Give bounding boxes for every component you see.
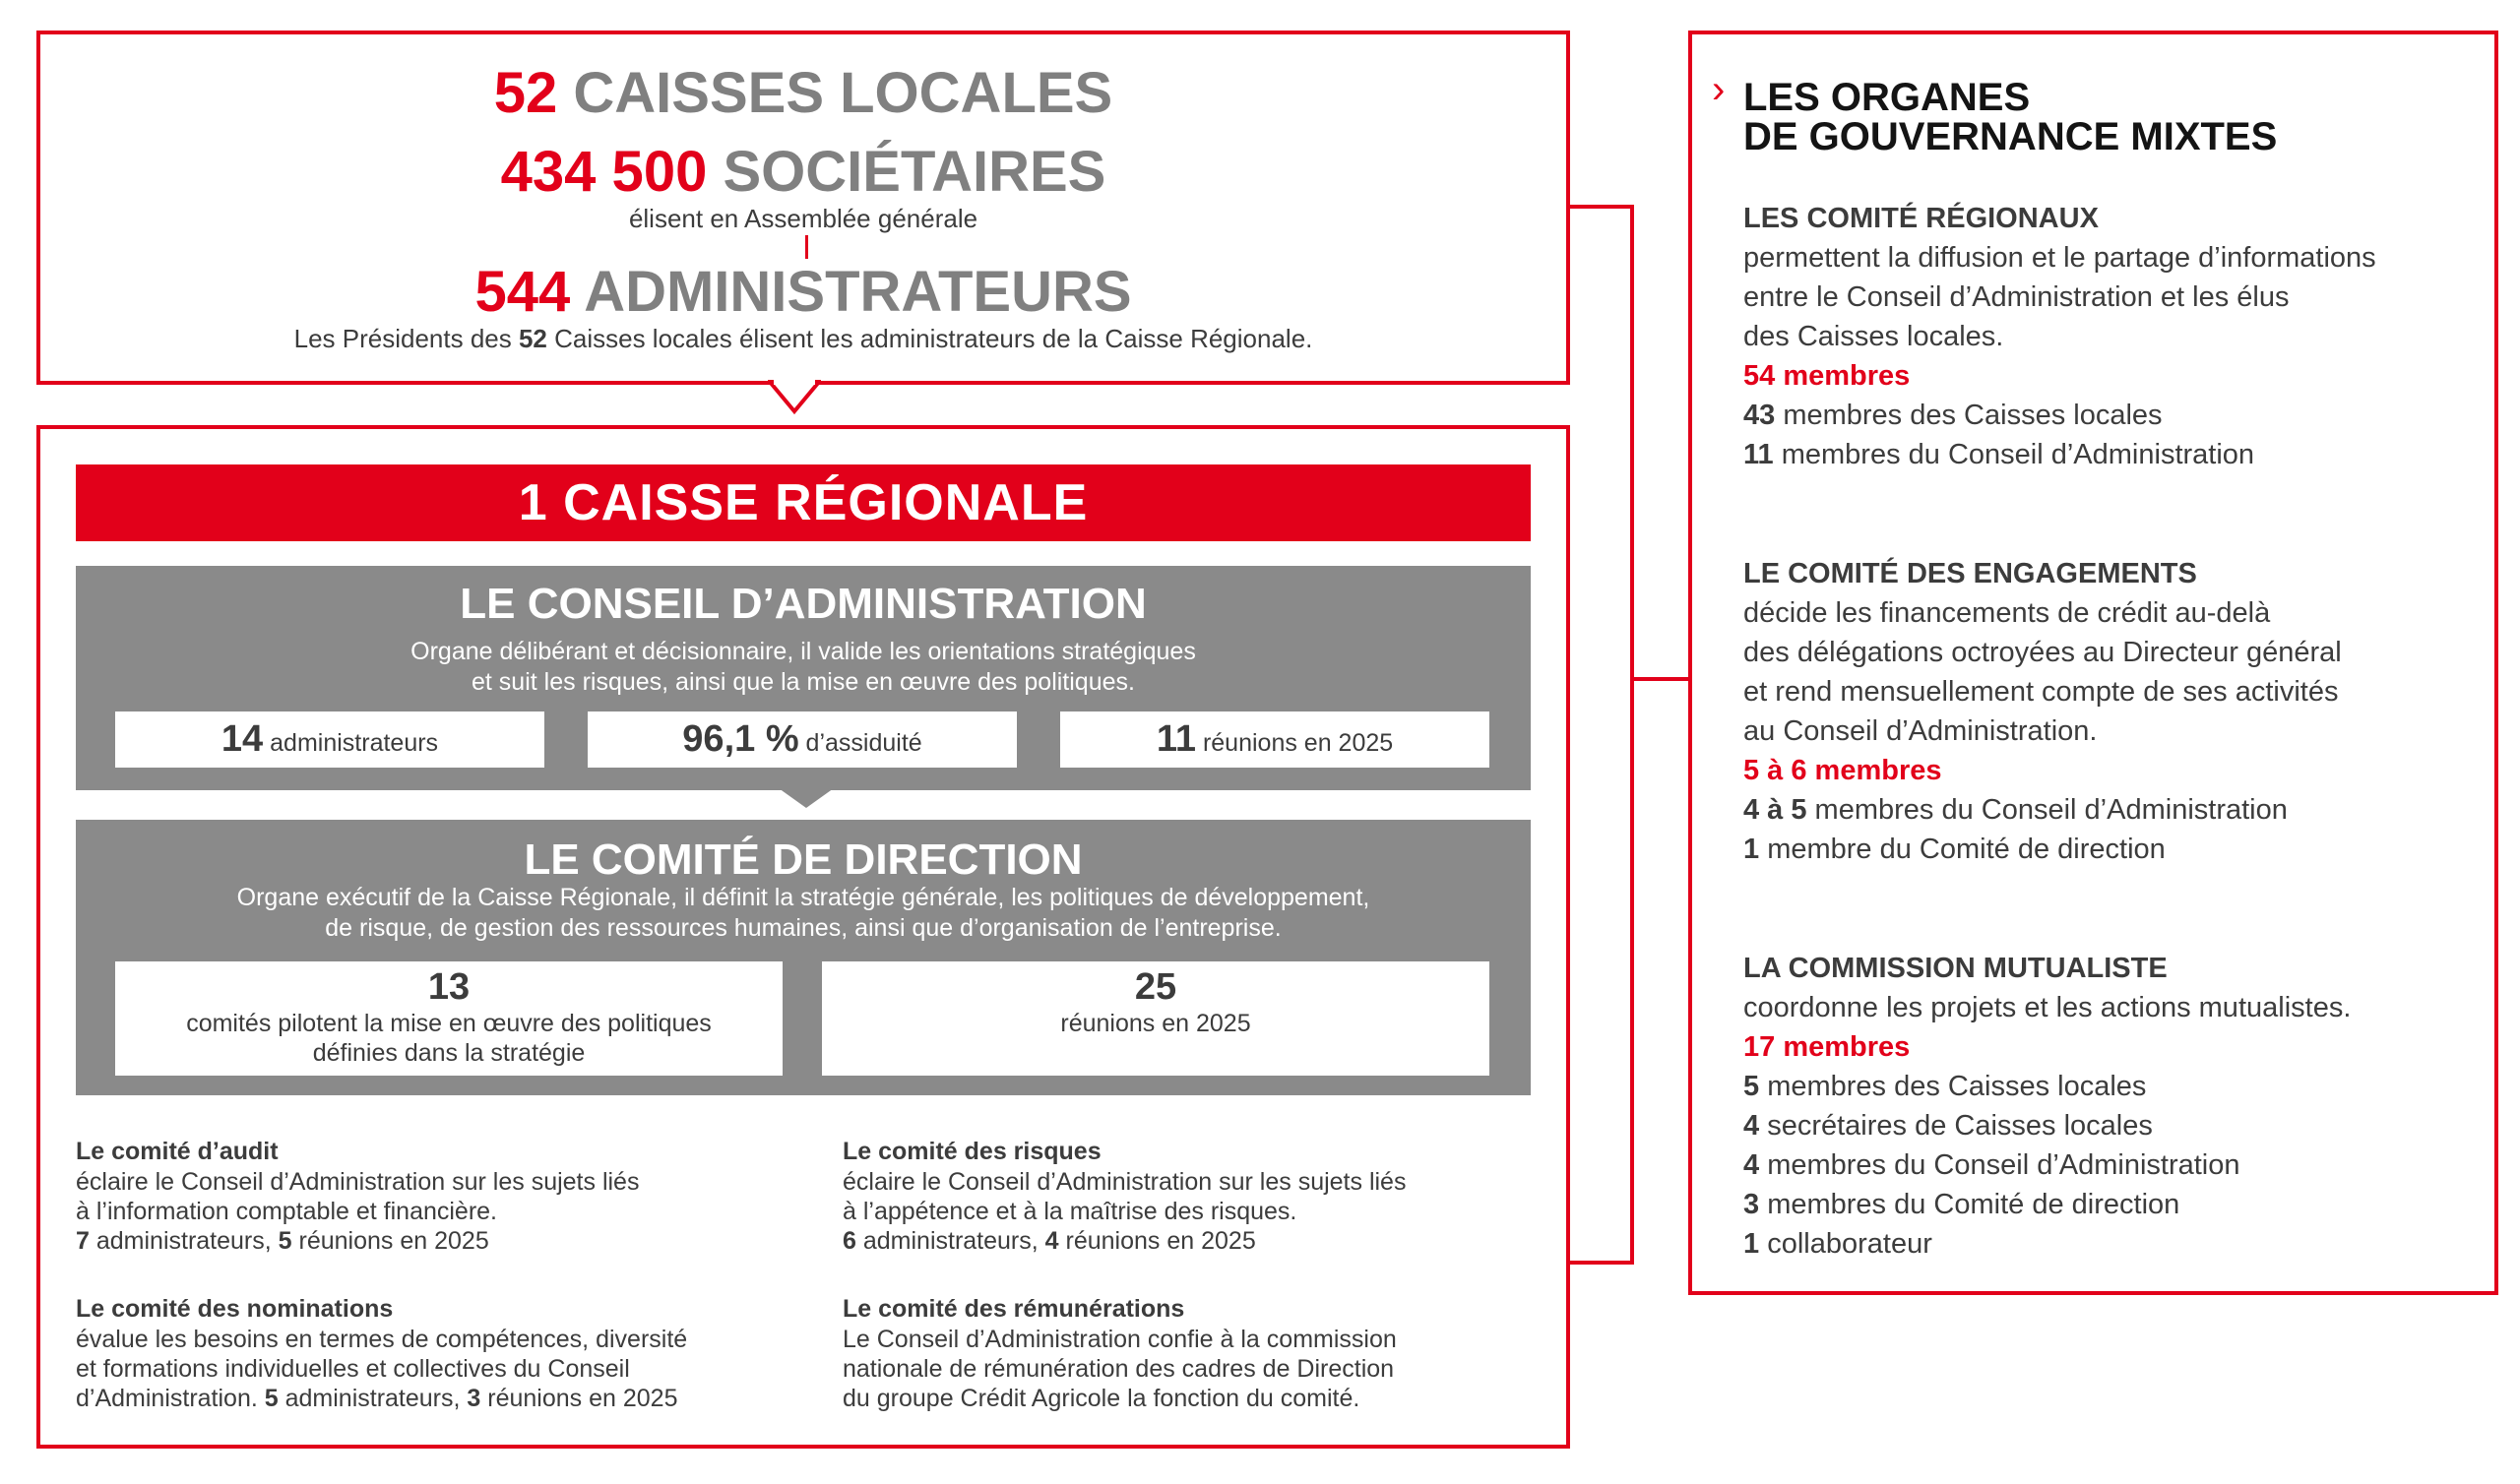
- regionaux-line: permettent la diffusion et le partage d’informations: [1743, 242, 2376, 274]
- risques-title: Le comité des risques: [843, 1138, 1102, 1165]
- pointer-arrow-icon: [768, 379, 821, 418]
- direction-panel: [76, 820, 1531, 1095]
- caisses-locales-label: CAISSES LOCALES: [573, 61, 1113, 125]
- elisent-tick: [805, 235, 808, 259]
- organes-title: LES ORGANES DE GOUVERNANCE MIXTES: [1743, 76, 2278, 158]
- engagements-member: 1 membre du Comité de direction: [1743, 834, 2166, 865]
- engagements-line: des délégations octroyées au Directeur général: [1743, 637, 2342, 668]
- organes-gouvernance-box: [1688, 31, 2498, 1295]
- regionaux-total: 54 membres: [1743, 360, 1911, 392]
- remunerations-title: Le comité des rémunérations: [843, 1295, 1185, 1323]
- audit-text: éclaire le Conseil d’Administration sur les sujets liés à l’information comptable et financière. 7 administrateurs, 5 réunions en 2025: [76, 1168, 640, 1255]
- caisses-locales-box: [36, 31, 1570, 385]
- societaires-count: 434 500: [500, 140, 708, 204]
- audit-title: Le comité d’audit: [76, 1138, 279, 1165]
- engagements-line: au Conseil d’Administration.: [1743, 715, 2098, 747]
- nominations-title: Le comité des nominations: [76, 1295, 394, 1323]
- caisse-regionale-box: [36, 425, 1570, 1449]
- conseil-stat-administrateurs: 14 administrateurs: [115, 711, 544, 768]
- conseil-pointer-icon: [779, 788, 834, 810]
- conseil-stat-reunions: 11 réunions en 2025: [1060, 711, 1489, 768]
- engagements-line: décide les financements de crédit au-delà: [1743, 597, 2271, 629]
- administrateurs-headline: [40, 259, 1566, 325]
- direction-stat-reunions: 25 réunions en 2025: [822, 961, 1489, 1076]
- direction-title: LE COMITÉ DE DIRECTION: [524, 835, 1083, 884]
- regionaux-member: 11 membres du Conseil d’Administration: [1743, 439, 2255, 470]
- direction-stat-comites: 13 comités pilotent la mise en œuvre des politiques définies dans la stratégie: [115, 961, 783, 1076]
- societaires-label: SOCIÉTAIRES: [723, 140, 1106, 204]
- mutualiste-heading: LA COMMISSION MUTUALISTE: [1743, 953, 2168, 984]
- administrateurs-label: ADMINISTRATEURS: [584, 260, 1132, 324]
- engagements-member: 4 à 5 membres du Conseil d’Administration: [1743, 794, 2288, 826]
- conseil-panel: [76, 566, 1531, 790]
- caisses-locales-headline: [40, 60, 1566, 126]
- mutualiste-member: 1 collaborateur: [1743, 1228, 1932, 1260]
- remunerations-text: Le Conseil d’Administration confie à la commission nationale de rémunération des cadres de Direction du groupe Crédit Agricole la fonction du comité.: [843, 1326, 1397, 1412]
- societaires-headline: [40, 139, 1566, 205]
- conseil-stat-assiduite: 96,1 % d’assiduité: [588, 711, 1017, 768]
- mutualiste-total: 17 membres: [1743, 1031, 1911, 1063]
- mutualiste-member: 5 membres des Caisses locales: [1743, 1071, 2147, 1102]
- engagements-heading: LE COMITÉ DES ENGAGEMENTS: [1743, 558, 2197, 589]
- administrateurs-count: 544: [474, 260, 571, 324]
- regionaux-heading: LES COMITÉ RÉGIONAUX: [1743, 203, 2099, 234]
- regionaux-member: 43 membres des Caisses locales: [1743, 400, 2163, 431]
- mutualiste-member: 4 membres du Conseil d’Administration: [1743, 1149, 2240, 1181]
- regionaux-line: des Caisses locales.: [1743, 321, 2004, 352]
- engagements-line: et rend mensuellement compte de ses activités: [1743, 676, 2339, 708]
- presidents-caption: Les Présidents des 52 Caisses locales élisent les administrateurs de la Caisse Régionale.: [293, 324, 1313, 353]
- caisses-locales-count: 52: [493, 61, 558, 125]
- caisse-regionale-band: 1 CAISSE RÉGIONALE: [76, 464, 1531, 541]
- nominations-text: évalue les besoins en termes de compétences, diversité et formations individuelles et collectives du Conseil d’Administration. 5 administrateurs, 3 réunions en 2025: [76, 1326, 688, 1412]
- direction-description: Organe exécutif de la Caisse Régionale, il définit la stratégie générale, les politiques de développement, de risque, de gestion des ressources humaines, ainsi que d’organisation de l’entreprise.: [236, 884, 1370, 942]
- conseil-title: LE CONSEIL D’ADMINISTRATION: [460, 580, 1147, 628]
- mutualiste-line: coordonne les projets et les actions mutualistes.: [1743, 992, 2352, 1023]
- conseil-description: Organe délibérant et décisionnaire, il valide les orientations stratégiques et suit les risques, ainsi que la mise en œuvre des politiques.: [410, 638, 1196, 696]
- chevron-right-icon: ›: [1712, 68, 1726, 111]
- elisent-caption: élisent en Assemblée générale: [628, 204, 978, 233]
- risques-text: éclaire le Conseil d’Administration sur les sujets liés à l’appétence et à la maîtrise des risques. 6 administrateurs, 4 réunions en 2025: [843, 1168, 1407, 1255]
- regionaux-line: entre le Conseil d’Administration et les élus: [1743, 281, 2290, 313]
- engagements-total: 5 à 6 membres: [1743, 755, 1942, 786]
- mutualiste-member: 4 secrétaires de Caisses locales: [1743, 1110, 2153, 1142]
- mutualiste-member: 3 membres du Comité de direction: [1743, 1189, 2180, 1220]
